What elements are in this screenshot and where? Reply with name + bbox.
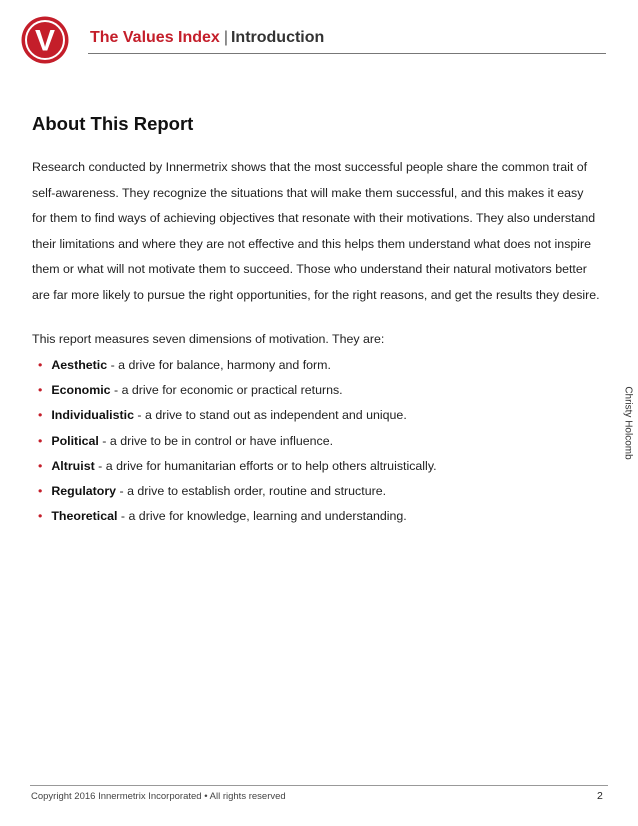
dimension-desc: - a drive for humanitarian efforts or to help others altruistically. xyxy=(94,458,437,473)
list-item xyxy=(38,383,437,408)
footer-copyright: Copyright 2016 Innermetrix Incorporated • All rights reserved xyxy=(31,791,286,802)
list-item xyxy=(38,408,437,433)
values-index-logo xyxy=(20,15,70,65)
dimension-term: Political xyxy=(51,433,99,448)
page-number: 2 xyxy=(597,790,603,802)
paragraph-line: their limitations and where they are not effective and this helps them understand what does not inspire xyxy=(32,236,592,251)
dimension-desc: - a drive to establish order, routine and structure. xyxy=(116,483,387,498)
dimension-desc: - a drive to be in control or have influence. xyxy=(98,433,334,448)
list-item xyxy=(38,509,437,534)
paragraph-line: self-awareness. They recognize the situations that will make them successful, and this makes it easy xyxy=(32,185,584,200)
dimension-term: Altruist xyxy=(51,458,95,473)
list-item xyxy=(38,434,437,459)
bullet-icon: • xyxy=(38,408,43,423)
bullet-icon: • xyxy=(38,458,43,473)
paragraph-line: them or what will not motivate them to succeed. Those who understand their natural motivators better xyxy=(32,262,587,276)
header-brand: The Values Index xyxy=(90,29,220,46)
list-item xyxy=(38,358,437,383)
side-name-text: Christy Holcomb xyxy=(622,386,634,460)
page-heading: About This Report xyxy=(32,113,194,134)
dimensions-intro: This report measures seven dimensions of motivation. They are: xyxy=(32,332,385,346)
bullet-icon: • xyxy=(38,509,43,524)
body-paragraph xyxy=(32,155,600,308)
list-item xyxy=(38,459,437,484)
dimension-term: Economic xyxy=(51,383,111,398)
dimension-term: Individualistic xyxy=(51,408,134,423)
dimension-desc: - a drive for balance, harmony and form. xyxy=(107,358,331,372)
paragraph-line: for them to find ways of achieving objectives that resonate with their motivations. They also understand xyxy=(32,211,596,225)
bullet-icon: • xyxy=(38,383,43,398)
logo-letter: V xyxy=(34,24,56,58)
paragraph-line: are far more likely to pursue the right opportunities, for the right reasons, and get the results they desire. xyxy=(32,287,600,302)
dimension-desc: - a drive to stand out as independent and unique. xyxy=(133,408,407,423)
dimension-term: Regulatory xyxy=(51,483,117,498)
dimension-term: Aesthetic xyxy=(51,358,108,372)
bullet-icon: • xyxy=(38,433,43,448)
footer-rule xyxy=(30,785,608,786)
list-item xyxy=(38,484,437,509)
dimension-term: Theoretical xyxy=(51,509,118,524)
bullet-icon: • xyxy=(38,483,43,498)
header-section: Introduction xyxy=(230,29,325,46)
header-rule xyxy=(88,53,606,54)
side-name-label xyxy=(622,384,634,462)
dimension-desc: - a drive for knowledge, learning and understanding. xyxy=(117,509,407,524)
paragraph-line: Research conducted by Innermetrix shows that the most successful people share the common trait of xyxy=(32,160,588,174)
header-separator: | xyxy=(223,29,228,46)
header-title xyxy=(90,29,324,47)
dimension-desc: - a drive for economic or practical returns. xyxy=(110,383,343,398)
dimensions-list xyxy=(38,358,437,534)
bullet-icon: • xyxy=(38,358,43,372)
